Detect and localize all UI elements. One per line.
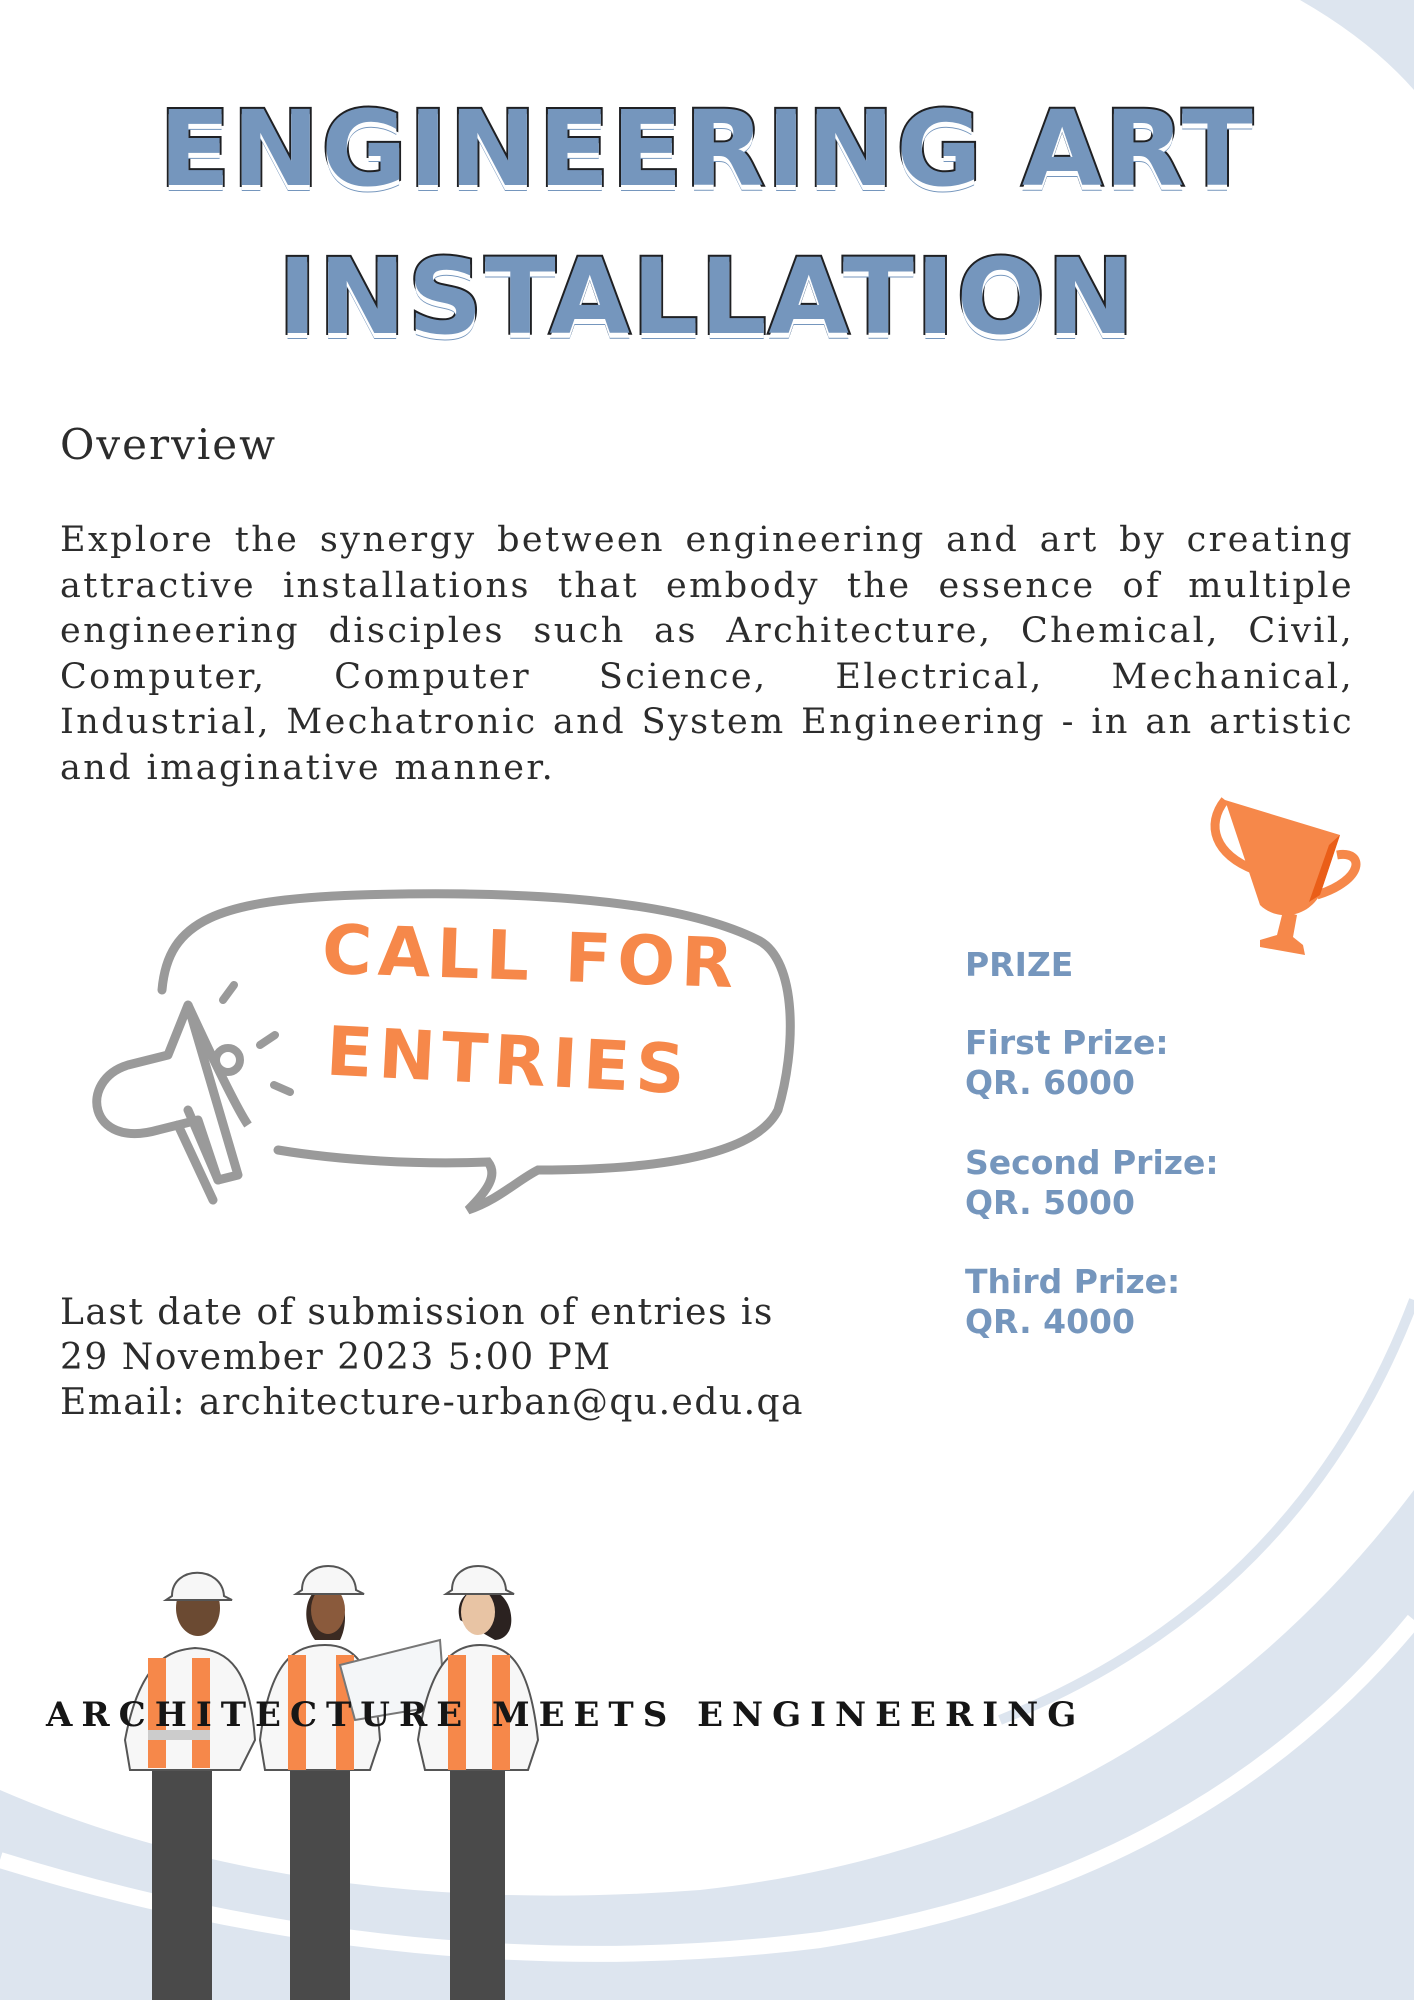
third-prize-amount: QR. 4000 <box>965 1302 1135 1341</box>
third-prize-label: Third Prize: <box>965 1262 1181 1301</box>
first-prize-amount: QR. 6000 <box>965 1063 1135 1102</box>
second-prize-label: Second Prize: <box>965 1143 1219 1182</box>
tagline: ARCHITECTURE MEETS ENGINEERING <box>46 1695 1086 1735</box>
poster-title-line2: INSTALLATION <box>277 236 1137 358</box>
engineers-illustration <box>100 1530 560 2000</box>
first-prize-label: First Prize: <box>965 1023 1169 1062</box>
submission-deadline-date: 29 November 2023 5:00 PM <box>60 1337 612 1378</box>
overview-heading: Overview <box>60 420 278 469</box>
overview-text: Explore the synergy between engineering and art by creating attractive installations that embody the essence of multiple engineering disciples such as Architecture, Chemical, Civil, Computer, Computer Science, Electrical, Mechanical, Industrial, Mechatronic and System Engineering - in an artistic and imaginative manner. <box>60 520 1354 788</box>
call-for-entries-line2: ENTRIES <box>324 1012 693 1111</box>
submission-email[interactable]: Email: architecture-urban@qu.edu.qa <box>60 1382 805 1423</box>
prize-heading: PRIZE <box>965 945 1074 984</box>
trophy-icon <box>1205 795 1365 960</box>
submission-deadline-label: Last date of submission of entries is <box>60 1292 774 1333</box>
second-prize-amount: QR. 5000 <box>965 1183 1135 1222</box>
submission-info <box>60 1290 804 1425</box>
poster-title-line1: ENGINEERING ART <box>159 88 1255 210</box>
call-for-entries-line1: CALL FOR <box>320 910 741 1005</box>
